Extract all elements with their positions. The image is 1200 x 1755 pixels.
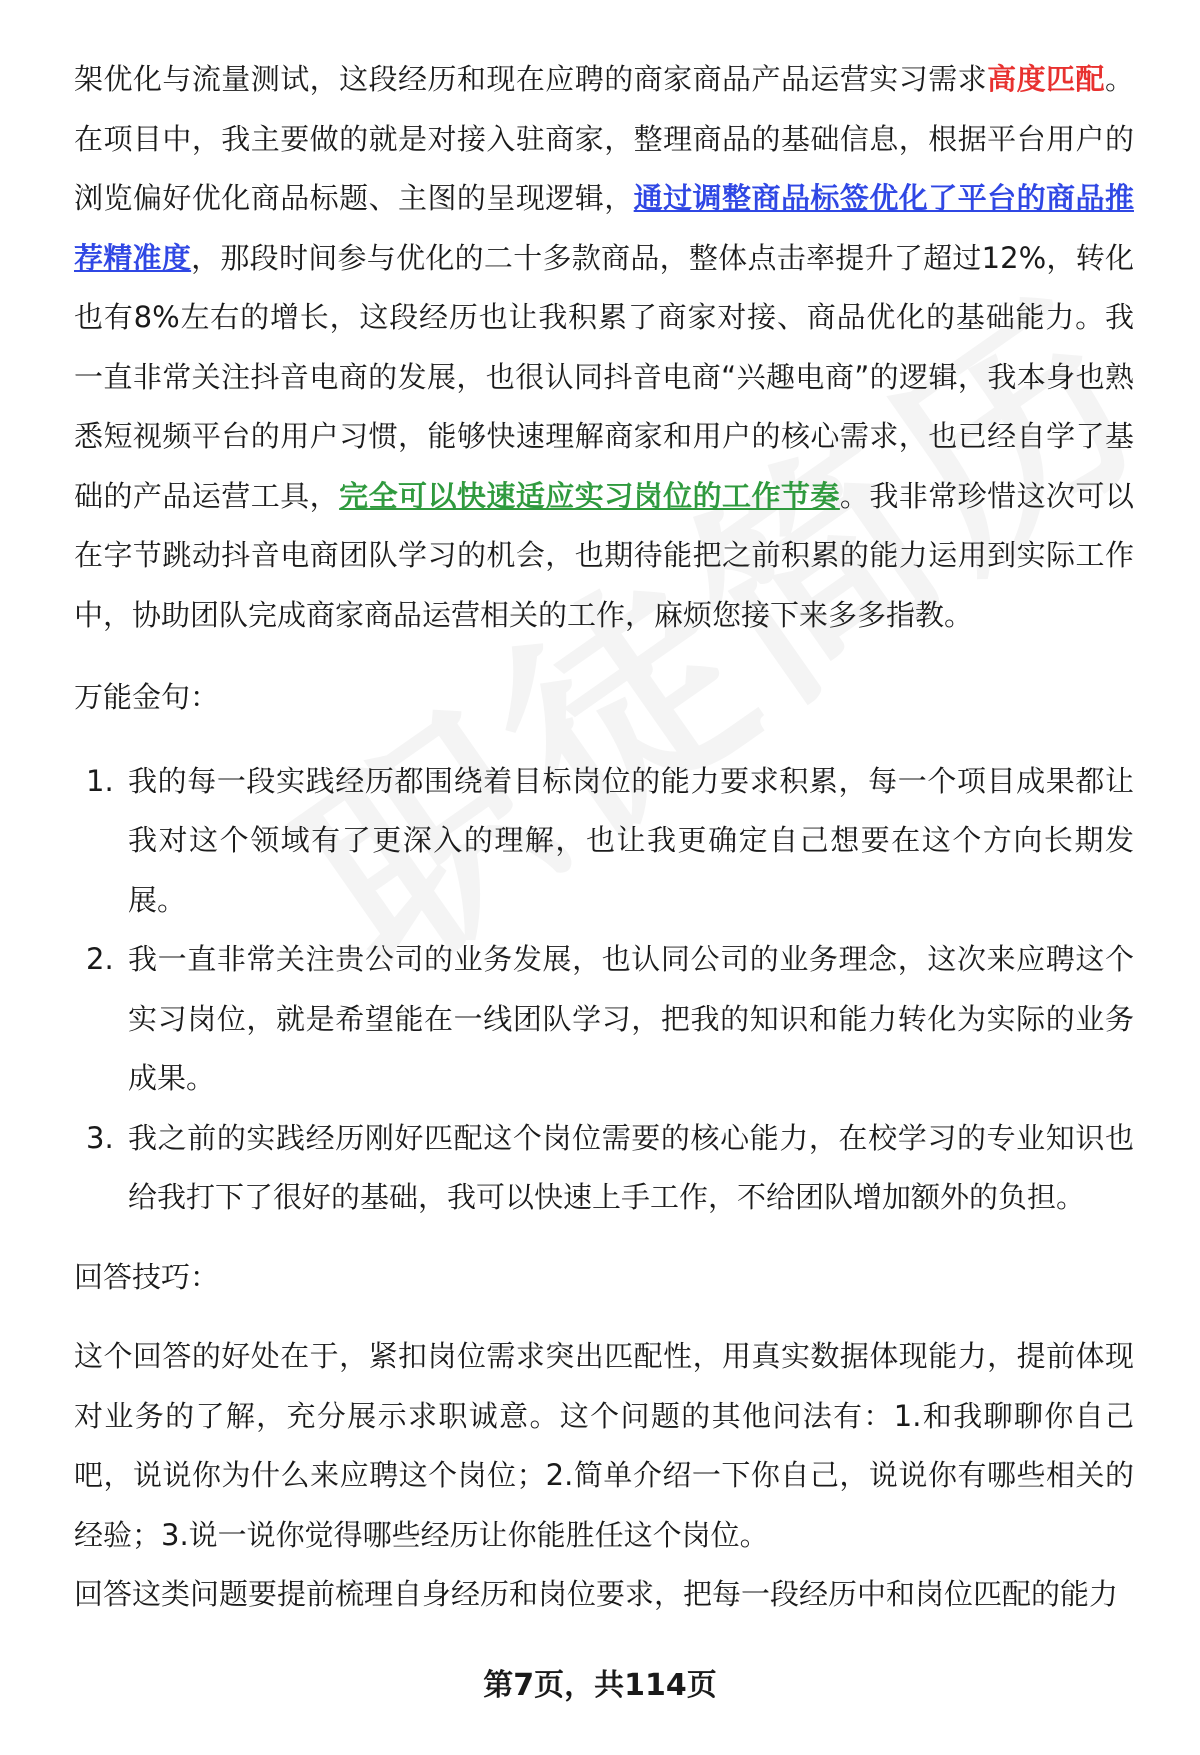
golden-sentence-item-1 <box>74 752 1134 931</box>
golden-sentences-list <box>74 752 1134 1228</box>
golden-sentences-label: 万能金句： <box>74 680 220 714</box>
highlight-tag-optimization: 通过调整商品标签优化了平台的商品推荐精准度 <box>74 181 1134 275</box>
intro-text-3: ，那段时间参与优化的二十多款商品，整体点击率提升了超过12%，转化也有8%左右的增长，这段经历也让我积累了商家对接、商品优化的基础能力。我一直非常关注抖音电商的发展，也很认同抖音电商“兴趣电商”的逻辑，我本身也熟悉短视频平台的用户习惯，能够快速理解商家和用户的核心需求，也已经自学了基础的产品运营工具， <box>74 240 1134 513</box>
highlight-high-match: 高度匹配 <box>987 62 1105 96</box>
list-item-text: 我之前的实践经历刚好匹配这个岗位需要的核心能力，在校学习的专业知识也给我打下了很好的基础，我可以快速上手工作，不给团队增加额外的负担。 <box>128 1120 1134 1214</box>
tips-label: 回答技巧： <box>74 1259 220 1294</box>
page-number-footer: 第7页，共114页 <box>483 1668 717 1703</box>
tips-paragraph-2: 回答这类问题要提前梳理自身经历和岗位要求，把每一段经历中和岗位匹配的能力 <box>74 1577 1119 1611</box>
highlight-adapt-quickly: 完全可以快速适应实习岗位的工作节奏 <box>339 478 840 513</box>
list-item-text: 我一直非常关注贵公司的业务发展，也认同公司的业务理念，这次来应聘这个实习岗位，就是希望能在一线团队学习，把我的知识和能力转化为实际的业务成果。 <box>128 942 1134 1095</box>
page-content <box>74 50 1134 1625</box>
list-item-text: 我的每一段实践经历都围绕着目标岗位的能力要求积累，每一个项目成果都让我对这个领域有了更深入的理解，也让我更确定自己想要在这个方向长期发展。 <box>128 763 1134 917</box>
list-number: 3. <box>86 1120 114 1155</box>
golden-sentence-item-2 <box>74 930 1134 1109</box>
intro-text-2: 。在项目中，我主要做的就是对接入驻商家，整理商品的基础信息，根据平台用户的浏览偏好优化商品标题、主图的呈现逻辑， <box>74 62 1134 215</box>
intro-paragraph <box>74 50 1134 645</box>
intro-text-4: 。我非常珍惜这次可以在字节跳动抖音电商团队学习的机会，也期待能把之前积累的能力运用到实际工作中，协助团队完成商家商品运营相关的工作，麻烦您接下来多多指教。 <box>74 478 1134 632</box>
list-number: 1. <box>86 763 114 798</box>
list-number: 2. <box>86 942 114 976</box>
tips-paragraph-1: 这个回答的好处在于，紧扣岗位需求突出匹配性，用真实数据体现能力，提前体现对业务的了解，充分展示求职诚意。这个问题的其他问法有：1.和我聊聊你自己吧，说说你为什么来应聘这个岗位；2.简单介绍一下你自己，说说你有哪些相关的经验；3.说一说你觉得哪些经历让你能胜任这个岗位。 <box>74 1339 1134 1552</box>
intro-text-1: 架优化与流量测试，这段经历和现在应聘的商家商品产品运营实习需求 <box>74 62 988 96</box>
golden-sentence-item-3 <box>74 1109 1134 1228</box>
